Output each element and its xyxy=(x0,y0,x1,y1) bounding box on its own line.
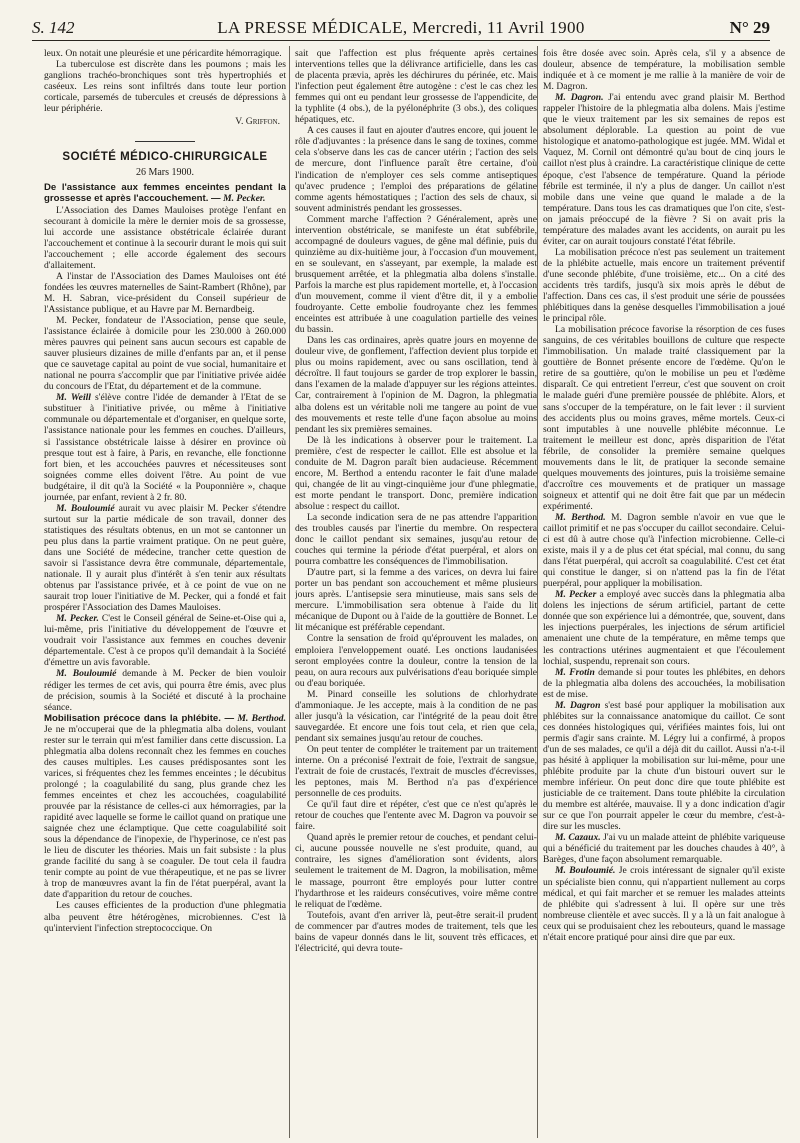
paragraph: Les causes efficientes de la production d'une phlegmatia alba peuvent être hétérogènes, microbiennes. C'est là qu'intervient l'infection streptococcique. On xyxy=(44,900,286,934)
speaker-name: M. Dagron xyxy=(555,699,601,711)
paragraph xyxy=(543,667,785,700)
speaker-name: M. Pecker. xyxy=(223,193,266,205)
page-number: S. 142 xyxy=(32,18,75,37)
paragraph-text: J'ai entendu avec grand plaisir M. Berthod rappeler l'histoire de la phlegmatia alba dolens. Mais j'estime que le vieux traitement par les six semaines de repos est absolument déplorable. La question au point de vue histologique et anatomo-pathologique est jugée. MM. Widal et Vaquez, M. Cornil ont démontré qu'au bout de cinq jours le caillot n'est plus à craindre. La caractéristique clinique de cette époque, c'est l'absence de température. Quand la période fébrile est terminée, il n'y a plus de danger. Un caillot n'est mobile dans une veine que quand le malade a de la température. Dans tous les cas dramatiques que l'on cite, s'est-on jamais préoccupé de la fièvre ? Si on avait pris la température des malades avant les accidents, on aurait pu les éviter, car on aurait toujours constaté l'état fébrile. xyxy=(543,92,785,247)
paragraph: M. Pecker, fondateur de l'Association, pense que seule, l'assistance éclairée à domicile pour les 230.000 à 260.000 mères pauvres qui peinent sans aucun secours est capable de sauver plusieurs dizaines de mille d'enfants par an, et il pense que ce sauvetage capital au point de vue social, humanitaire et national ne pourra s'accomplir que par l'initiative privée aidée du concours de l'Etat, du département et de la commune. xyxy=(44,314,286,393)
heading-text: De l'assistance aux femmes enceintes pendant la grossesse et après l'accouchement. — xyxy=(44,182,286,205)
paragraph-text: s'élève contre l'idée de demander à l'Etat de se substituer à l'initiative privée, ou même à l'initiative communale ou départementale et d'organiser, en quelque sorte, l'assistance nationale pour les femmes en couches. D'ailleurs, si l'assistance obstétricale laisse à désirer en province où presque tout est à faire, à Paris, en revanche, elle fonctionne fort bien, et les accouchées pauvres et nécessiteuses sont soignées comme elles doivent l'être. Au point de vue budgétaire, il dit qu'à la Société « la Pouponnière », chaque journée, par enfant, revient à 2 fr. 80. xyxy=(44,392,286,503)
paragraph xyxy=(543,865,785,942)
speaker-name: M. Bouloumié. xyxy=(555,865,616,877)
paragraph: sait que l'affection est plus fréquente après certaines interventions telles que la délivrance artificielle, dans les cas de placenta prævia, après les déchirures du périnée, etc. Mais l'infection peut également être autogène : c'est le cas chez les femmes qui ont eu pendant leur grossesse de l'appendicite, de la typhlite (4 obs.), de la pyélonéphrite (3 obs.), des coliques hépatiques, etc. xyxy=(295,48,537,126)
paragraph: Ce qu'il faut dire et répéter, c'est que ce n'est qu'après le retour de couches que l'entente avec M. Dagron va pouvoir se faire. xyxy=(295,799,537,833)
column-divider xyxy=(289,46,290,1138)
paragraph: La mobilisation précoce favorise la résorption de ces fuses sanguins, de ces véritables bouillons de culture que respecte l'immobilisation. Un malade traité classiquement par la gouttière de Bonnet présente encore de l'œdème. Qu'on le retire de sa gouttière, qu'on le mobilise un peu et l'œdème disparaît. Ce qui entretient l'erreur, c'est que souvent on croit le malade guéri d'une première poussée de phlébite. Alors, et sans s'occuper de la température, on le fait lever : il survient des accidents plus ou moins graves, même mortels. Ceux-ci sont imputables à une nouvelle phlébite méconnue. Le traitement le meilleur est donc, après disparition de l'état fébrile, de consolider la première semaine quelques mouvements dans le lit, de pratiquer la seconde semaine quelques mouvements des jointures, puis la troisième semaine d'accroître ces mouvements et de pratiquer un massage soigneux et attentif qui ne doit être fait que par un médecin expérimenté. xyxy=(543,324,785,512)
column-left xyxy=(44,48,286,1136)
speaker-name: M. Dagron. xyxy=(555,92,604,104)
article-heading xyxy=(44,182,286,204)
heading-text: Mobilisation précoce dans la phlébite. — xyxy=(44,712,235,724)
paragraph: La seconde indication sera de ne pas attendre l'apparition des troubles causés par l'inertie du membre. On respectera donc le caillot pendant six semaines, jusqu'au retour de couches qui termine la période d'état puerpéral, et alors on pourra combattre les conséquences de l'immobilisation. xyxy=(295,511,537,568)
paragraph: Quand après le premier retour de couches, et pendant celui-ci, aucune poussée nouvelle ne s'est produite, quand, au contraire, les signes d'amélioration sont évidents, alors seulement le traitement de M. Dagron, la mobilisation, même le massage, pourront être employés pour lutter contre l'hydarthrose et les raideurs consécutives, voire même contre le reliquat de l'œdème. xyxy=(295,832,537,910)
paragraph: De là les indications à observer pour le traitement. La première, c'est de respecter le caillot. Elle est absolue et la conduite de M. Dagron paraît bien audacieuse. Récemment encore, M. Berthod a entendu raconter le fait d'une malade qui, changée de lit au vingt-cinquième jour d'une phlegmatie, est morte pendant le transport. Donc, première indication absolue : respect du caillot. xyxy=(295,434,537,512)
paragraph: fois être dosée avec soin. Après cela, s'il y a absence de douleur, absence de température, la mobilisation semble indiquée et à ce moment je me rallie à la manière de voir de M. Dagron. xyxy=(543,48,785,93)
paragraph-text: demande si pour toutes les phlébites, en dehors de la phlegmatia alba dolens des accouchées, la mobilisation est de mise. xyxy=(543,666,785,700)
header-rule xyxy=(32,40,770,41)
issue-number: N° 29 xyxy=(729,18,770,37)
paragraph xyxy=(543,589,785,666)
paragraph-text: C'est le Conseil général de Seine-et-Oise qui a, lui-même, pris l'initiative du développement de l'œuvre et voudrait voir l'assistance aux femmes en couches devenir départementale. C'est à ce propos qu'il demandait à la Société d'émettre un avis favorable. xyxy=(44,613,286,669)
section-date: 26 Mars 1900. xyxy=(135,167,195,179)
page-header xyxy=(32,12,770,42)
paragraph: Toutefois, avant d'en arriver là, peut-être serait-il prudent de commencer par d'autres modes de traitement, tels que les bains de vapeur donnés dans le lit, souvent très efficaces, et l'électricité, qui devra toute- xyxy=(295,909,537,954)
paragraph: Contre la sensation de froid qu'éprouvent les malades, on emploiera l'enveloppement ouaté. Les onctions laudanisées seront employées contre la douleur, contre la tension de la peau, on aura recours aux pulvérisations d'eau boriquée simple ou d'eau boriquée. xyxy=(295,633,537,689)
speaker-name: M. Weill xyxy=(56,392,91,404)
paragraph: L'Association des Dames Mauloises protège l'enfant en secourant à domicile la mère le dernier mois de sa grossesse, lui accorde une assistance obstétricale éclairée durant l'accouchement et continue à la secourir durant le mois qui suit l'accouchement ; elle accorde également des secours d'allaitement. xyxy=(44,204,286,271)
article-author: V. Griffon. xyxy=(235,116,280,128)
paragraph xyxy=(543,512,785,589)
paragraph-text: aurait vu avec plaisir M. Pecker s'étendre surtout sur la partie médicale de son travail, donner des statistiques des résultats obtenus, en un mot se cantonner un peu plus dans la partie vraiment pratique. On ne peut guère, dans une Société de médecine, trancher cette question de savoir si l'assistance devra être communale, départementale, nationale. Il y aurait plus d'intérêt à s'en tenir aux résultats obtenus par l'assistance privée, et à ce point de vue on ne saurait trop louer l'initiative de M. Pecker, qui a fondé et fait prospérer l'Association des Dames Mauloises. xyxy=(44,502,286,614)
paragraph-text: demande à M. Pecker de bien vouloir rédiger les termes de cet avis, qui pourra être émis, avec plus de précision, soumis à la Société et discuté à la prochaine séance. xyxy=(44,668,286,713)
paragraph-text: a employé avec succès dans la phlegmatia alba dolens les injections de sérum artificiel, partant de cette donnée que son expérience lui a démontrée, que, souvent, dans les injections puerpérales, les injections de sérum artificiel amenaient une chute de la température, en même temps que les contractions utérines augmentaient et que l'écoulement lochial, suspendu, reprenait son cours. xyxy=(543,589,785,667)
paragraph: La tuberculose est discrète dans les poumons ; mais les ganglions trachéo-bronchiques sont très hypertrophiés et caséeux. Les reins sont infiltrés dans toute leur portion corticale, parsemés de tubercules et creusés de dépressions à leur périphérie. xyxy=(44,59,286,115)
column-right xyxy=(543,48,785,1136)
paragraph: leux. On notait une pleurésie et une péricardite hémorragique. xyxy=(44,48,282,59)
paragraph-text: s'est basé pour appliquer la mobilisation aux phlébites sur la connaissance anatomique du caillot. Ce sont ces données histologiques qui, vérifiées maintes fois, lui ont permis d'agir sans crainte. M. Légry lui a confirmé, à propos d'un de ses malades, ce qu'il a déjà dit du caillot. Aussi n'a-t-il pas hésité à appliquer la mobilisation sur lui-même, pour une phlébite produite par la chute d'un bistouri ouvert sur le membre inférieur. On peut donc dire que toute phlébite est justiciable de ce traitement. Dans toute phlébite la circulation du membre est altérée, mauvaise. Il y a donc indication d'agir sur ce que l'on pourrait appeler le cœur du membre, c'est-à-dire sur les muscles. xyxy=(543,699,785,833)
speaker-name: M. Bouloumié xyxy=(56,502,115,514)
paragraph-text: J'ai vu un malade atteint de phlébite variqueuse qui a bénéficié du traitement par les douches chaudes à 40°, à Barèges, d'une façon absolument remarquable. xyxy=(543,832,785,866)
speaker-name: M. Pecker xyxy=(555,589,597,601)
column-divider xyxy=(537,46,538,1138)
speaker-name: M. Berthod. xyxy=(237,712,286,724)
speaker-name: M. Bouloumié xyxy=(56,668,117,680)
paragraph: A ces causes il faut en ajouter d'autres encore, qui jouent le rôle d'adjuvantes : la présence dans le sang de toxines, comme cela s'observe dans les cas de cancer utérin ; l'action des sels de mercure, dont l'influence paraît être certaine, d'où l'indication de n'employer ces sels comme antiseptiques qu'avec prudence ; l'emploi des préparations de gélatine comme agents hémostatiques ; l'action des sels de chaux, si souvent administrés pendant les grossesses. xyxy=(295,125,537,214)
paragraph: Comment marche l'affection ? Généralement, après une intervention obstétricale, se manifeste un état subfébrile, accompagné de douleurs vagues, de gêne mal définie, puis du quinzième au dix-huitième jour, à l'occasion d'un mouvement, en se soulevant, en s'asseyant, par exemple, la malade est brusquement arrêtée, et la phlegmatia alba dolens s'installe. Parfois la marche est plus rapidement mortelle, et, à l'occasion d'un mouvement, comme il vient d'être dit, il y a embolie foudroyante. Cette embolie foudroyante chez les femmes enceintes est attribuée à une coagulation partielle des veines du bassin. xyxy=(295,213,537,336)
speaker-name: M. Berthod. xyxy=(555,511,606,523)
paragraph: A l'instar de l'Association des Dames Mauloises ont été fondées les œuvres maternelles de Saint-Rambert (Rhône), par M. H. Sabran, vice-président du Conseil supérieur de l'Assistance publique, et au Havre par M. Bernardbeig. xyxy=(44,270,286,315)
paragraph: On peut tenter de compléter le traitement par un traitement interne. On a préconisé l'extrait de foie, l'extrait de sangsue, l'extrait de foie de crustacés, l'extrait de muscles d'écrevisses, les peptones, mais M. Berthod n'a pas d'expérience personnelle de ces produits. xyxy=(295,743,537,800)
paragraph xyxy=(44,503,286,613)
paragraph-text: Je ne m'occuperai que de la phlegmatia alba dolens, voulant rester sur le terrain qui m'est familier dans cette discussion. La phlegmatia alba dolens reconnaît chez les femmes en couches des causes multiples. Les causes prédisposantes sont les varices, si fréquentes chez les femmes enceintes ; le décubitus prolongé ; la coagulabilité du sang, plus grande chez les femmes enceintes et chez les accouchées, coagulabilité prouvée par la résistance de celles-ci aux hémorragies, par la rapidité avec laquelle se forme le caillot quand on pratique une saignée chez une éclamptique. Que cette coagulabilité soit sous la dépendance de l'inopexie, de l'hyperinose, ce n'est pas le lieu de discuter les théories. Mais un fait subsiste : la plus grande facilité du sang à se coaguler. De tout cela il faudra tenir compte au point de vue thérapeutique, et ne pas se livrer à trop de manœuvres avant la fin de l'état puerpéral, avant la date d'apparition du retour de couches. xyxy=(44,723,286,901)
paragraph: La mobilisation précoce n'est pas seulement un traitement de la phlébite actuelle, mais encore un traitement préventif d'une seconde phlébite, d'une troisième, etc... On a cité des accidents très tardifs, jusqu'à six mois après le début de l'affection. Dans ces cas, il s'est produit une série de poussées phlébitiques dans la genèse desquelles l'immobilisation a joué le principal rôle. xyxy=(543,246,785,325)
speaker-name: M. Frotin xyxy=(555,666,595,678)
column-middle xyxy=(295,48,537,1136)
paragraph xyxy=(44,668,286,712)
paragraph xyxy=(543,700,785,833)
paragraph: M. Pinard conseille les solutions de chlorhydrate d'ammoniaque. Je les accepte, mais à la condition de ne pas aller jusqu'à la vésication, car l'intégrité de la peau doit être sauvegardée. Et encore une fois tout cela, et rien que cela, pendant six semaines jusqu'au retour de couches. xyxy=(295,688,537,744)
paragraph-text: M. Dagron semble n'avoir en vue que le caillot primitif et ne pas s'occuper du caillot secondaire. Celui-ci est dû à autre chose qu'à l'infection microbienne. Celle-ci existe, mais il y a de plus cet état spécial, mal connu, du sang dans l'état puerpéral, qui accroît sa coagulabilité. C'est cet état qui constitue le danger, si on n'attend pas la fin de l'état puerpéral, pour appliquer la mobilisation. xyxy=(543,511,785,590)
paragraph xyxy=(543,92,785,247)
speaker-name: M. Cazaux. xyxy=(555,832,601,844)
paragraph xyxy=(543,832,785,865)
paragraph: D'autre part, si la femme a des varices, on devra lui faire porter un bas pendant son accouchement et même plusieurs jours après. L'antisepsie sera minutieuse, mais sans sels de mercure. L'immobilisation sera obtenue à l'aide du lit mécanique de Dupont ou à l'aide de la gouttière de Bonnet. Le lit mécanique est préférable cependant. xyxy=(295,567,537,634)
paragraph-text: Je crois intéressant de signaler qu'il existe un spécialiste bien connu, qui n'appartient nullement au corps médical, et qui fait marcher et se remuer les malades atteints de phlébite qui s'adressent à lui. Il opère sur une très nombreuse clientèle et avec succès. Il y a là un fait analogue à ceux qui se produisaient chez les rebouteurs, quand le massage n'était encore pratiqué pour ainsi dire que par eux. xyxy=(543,865,785,943)
separator-rule xyxy=(135,141,195,142)
paragraph xyxy=(44,613,286,668)
paragraph xyxy=(44,392,286,502)
paragraph xyxy=(44,713,286,901)
section-title: SOCIÉTÉ MÉDICO-CHIRURGICALE xyxy=(62,151,268,164)
speaker-name: M. Pecker. xyxy=(56,613,99,625)
paragraph: Dans les cas ordinaires, après quatre jours en moyenne de douleur vive, de gonflement, l'affection devient plus torpide et plus ou moins rapidement, avec ou sans oscillation, tend à décroître. Il faut toujours se garder de trop explorer le bassin, dans l'examen de la malade d'appuyer sur les régions atteintes. Car, contrairement à l'opinion de M. Dagron, la phlegmatia alba dolens est un véritable noli me tangere au point de vue des mouvements et reste telle d'une façon absolue au moins pendant les six premières semaines. xyxy=(295,335,537,435)
journal-title: LA PRESSE MÉDICALE, Mercredi, 11 Avril 1900 xyxy=(217,18,585,37)
